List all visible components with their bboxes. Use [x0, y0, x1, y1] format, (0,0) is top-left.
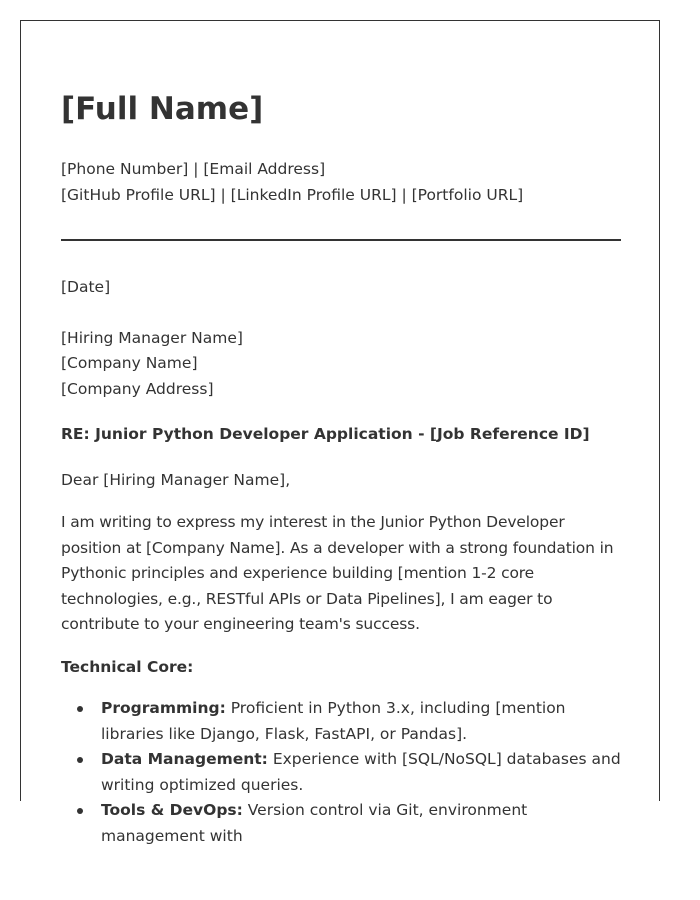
- technical-core-list: [61, 696, 621, 849]
- letter-date: [Date]: [61, 278, 111, 296]
- contact-info: [61, 157, 621, 208]
- contact-line-phone-email: [Phone Number] | [Email Address]: [61, 160, 326, 178]
- skill-description-tools-devops: Version control via Git, environment management with: [101, 801, 528, 845]
- full-name-heading: [Full Name]: [61, 91, 264, 127]
- list-item: [101, 747, 621, 798]
- hiring-manager-name: [Hiring Manager Name]: [61, 328, 243, 347]
- technical-core-heading: Technical Core:: [61, 657, 194, 676]
- contact-line-profiles: [GitHub Profile URL] | [LinkedIn Profile URL] | [Portfolio URL]: [61, 185, 524, 204]
- skill-description-programming: Proficient in Python 3.x, including [mention libraries like Django, Flask, FastAPI, or Pandas].: [101, 699, 566, 743]
- header-divider: [61, 239, 621, 241]
- skill-label-tools-devops: Tools & DevOps:: [101, 801, 243, 819]
- skill-label-programming: Programming:: [101, 699, 226, 717]
- list-item: [101, 696, 621, 747]
- document-page: [20, 20, 660, 845]
- skill-label-data-management: Data Management:: [101, 750, 268, 768]
- salutation: Dear [Hiring Manager Name],: [61, 470, 291, 489]
- company-name: [Company Name]: [61, 354, 198, 372]
- cover-letter: [61, 87, 621, 849]
- intro-paragraph: I am writing to express my interest in the Junior Python Developer position at [Company Name]. As a developer with a strong foundation in Pythonic principles and experience building [mention 1-2 core technologies, e.g., RESTful APIs or Data Pipelines], I am eager to contribute to your engineering team's success.: [61, 513, 614, 633]
- recipient-block: [61, 326, 621, 403]
- subject-line: RE: Junior Python Developer Application - [Job Reference ID]: [61, 425, 590, 443]
- company-address: [Company Address]: [61, 379, 214, 398]
- skill-description-data-management: Experience with [SQL/NoSQL] databases and writing optimized queries.: [101, 750, 621, 794]
- list-item: [101, 798, 621, 849]
